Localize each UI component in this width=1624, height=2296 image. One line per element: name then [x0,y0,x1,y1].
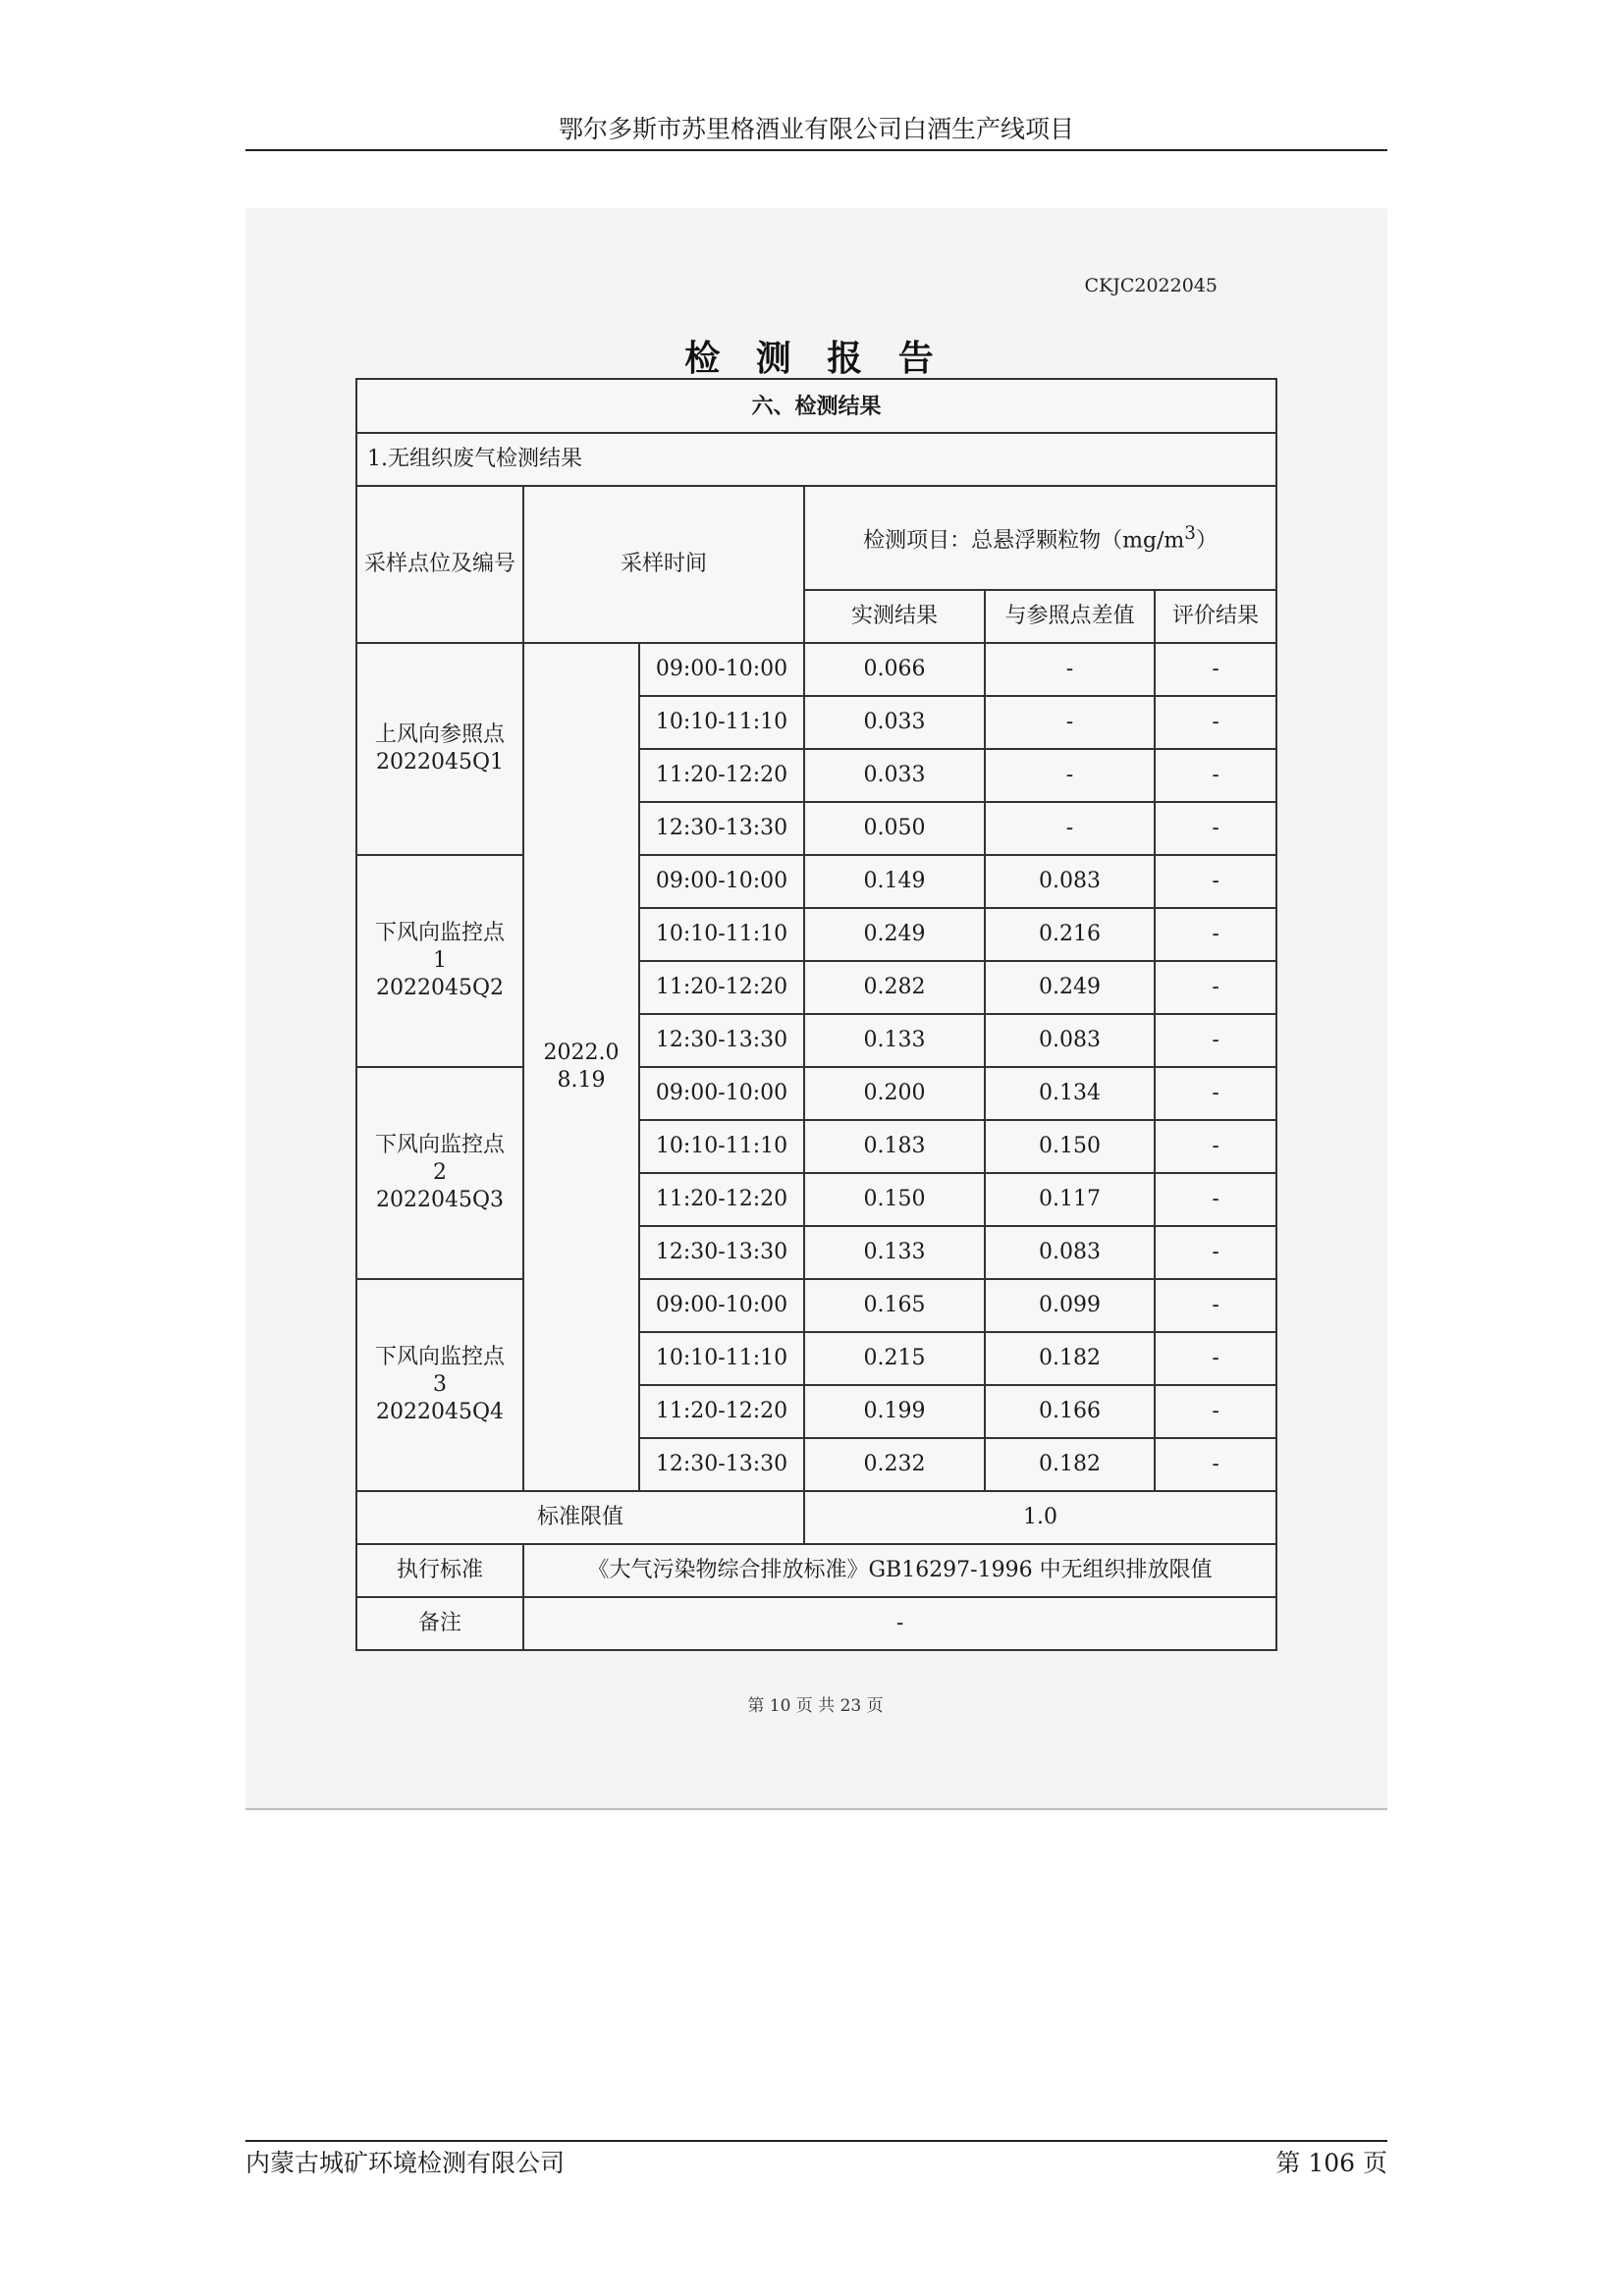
table-row [356,643,1276,696]
sampling-period-cell: 10:10-11:10 [639,696,804,749]
limit-row [356,1491,1276,1544]
measured-value-cell: 0.249 [804,908,985,961]
header-diff: 与参照点差值 [985,590,1155,643]
location-num: 3 [433,1372,447,1397]
diff-value-cell: - [985,749,1155,802]
evaluation-cell: - [1155,1332,1276,1385]
evaluation-cell: - [1155,1173,1276,1226]
diff-value-cell: 0.182 [985,1438,1155,1491]
report-number: CKJC2022045 [1084,275,1218,296]
evaluation-cell: - [1155,1014,1276,1067]
measured-value-cell: 0.232 [804,1438,985,1491]
diff-value-cell: 0.083 [985,855,1155,908]
location-name: 上风向参照点 [374,722,505,747]
location-code: 2022045Q1 [375,750,504,774]
measured-value-cell: 0.215 [804,1332,985,1385]
diff-value-cell: 0.150 [985,1120,1155,1173]
measured-value-cell: 0.149 [804,855,985,908]
measured-value-cell: 0.282 [804,961,985,1014]
diff-value-cell: - [985,802,1155,855]
location-name: 下风向监控点 [374,1133,505,1157]
evaluation-cell: - [1155,961,1276,1014]
sampling-period-cell: 12:30-13:30 [639,1014,804,1067]
sampling-date-cell [523,643,639,1491]
limit-label: 标准限值 [356,1491,804,1544]
evaluation-cell: - [1155,643,1276,696]
sampling-period-cell: 10:10-11:10 [639,1332,804,1385]
measured-value-cell: 0.066 [804,643,985,696]
location-cell [356,643,523,855]
evaluation-cell: - [1155,1385,1276,1438]
results-table [355,378,1277,1651]
header-test-item [804,486,1276,590]
table-row [356,855,1276,908]
measured-value-cell: 0.200 [804,1067,985,1120]
diff-value-cell: 0.134 [985,1067,1155,1120]
location-cell [356,1067,523,1279]
test-item-label: 检测项目：总悬浮颗粒物（mg/m [863,528,1185,554]
remark-label: 备注 [356,1597,523,1650]
sampling-period-cell: 12:30-13:30 [639,802,804,855]
evaluation-cell: - [1155,855,1276,908]
footer-company: 内蒙古城矿环境检测有限公司 [245,2149,566,2177]
measured-value-cell: 0.033 [804,749,985,802]
evaluation-cell: - [1155,696,1276,749]
location-name: 下风向监控点 [374,1345,505,1369]
diff-value-cell: 0.083 [985,1226,1155,1279]
location-code: 2022045Q4 [375,1400,504,1424]
measured-value-cell: 0.150 [804,1173,985,1226]
document-footer [245,2140,1387,2181]
location-name: 下风向监控点 [374,921,505,945]
diff-value-cell: 0.216 [985,908,1155,961]
location-num: 2 [433,1160,447,1185]
measured-value-cell: 0.133 [804,1226,985,1279]
standard-label: 执行标准 [356,1544,523,1597]
sampling-date: 2022.08.19 [543,1041,620,1093]
sampling-period-cell: 11:20-12:20 [639,1173,804,1226]
diff-value-cell: 0.117 [985,1173,1155,1226]
sampling-period-cell: 09:00-10:00 [639,1067,804,1120]
measured-value-cell: 0.199 [804,1385,985,1438]
header-location: 采样点位及编号 [356,486,523,643]
header-measured: 实测结果 [804,590,985,643]
document-header: 鄂尔多斯市苏里格酒业有限公司白酒生产线项目 [245,110,1387,151]
standard-value: 《大气污染物综合排放标准》GB16297-1996 中无组织排放限值 [523,1544,1276,1597]
header-sampling-time: 采样时间 [523,486,804,643]
remark-value: - [523,1597,1276,1650]
sampling-period-cell: 11:20-12:20 [639,961,804,1014]
location-num: 1 [433,948,447,973]
sampling-period-cell: 10:10-11:10 [639,1120,804,1173]
table-row [356,1279,1276,1332]
test-item-unit-exponent: 3 [1184,523,1196,545]
test-item-label-end: ） [1195,528,1218,554]
measured-value-cell: 0.183 [804,1120,985,1173]
diff-value-cell: 0.249 [985,961,1155,1014]
diff-value-cell: 0.099 [985,1279,1155,1332]
sampling-period-cell: 11:20-12:20 [639,1385,804,1438]
section-title: 六、检测结果 [356,379,1276,433]
sampling-period-cell: 11:20-12:20 [639,749,804,802]
evaluation-cell: - [1155,1120,1276,1173]
measured-value-cell: 0.133 [804,1014,985,1067]
report-page-number: 第 10 页 共 23 页 [747,1696,884,1716]
evaluation-cell: - [1155,802,1276,855]
diff-value-cell: - [985,643,1155,696]
evaluation-cell: - [1155,908,1276,961]
location-code: 2022045Q2 [375,976,504,1000]
limit-value: 1.0 [804,1491,1276,1544]
evaluation-cell: - [1155,1279,1276,1332]
sampling-period-cell: 10:10-11:10 [639,908,804,961]
header-eval: 评价结果 [1155,590,1276,643]
diff-value-cell: 0.166 [985,1385,1155,1438]
sampling-period-cell: 09:00-10:00 [639,643,804,696]
subsection-title: 1.无组织废气检测结果 [356,433,1276,486]
measured-value-cell: 0.165 [804,1279,985,1332]
evaluation-cell: - [1155,749,1276,802]
report-title: 检 测 报 告 [684,338,946,379]
location-cell [356,1279,523,1491]
diff-value-cell: 0.083 [985,1014,1155,1067]
sampling-period-cell: 12:30-13:30 [639,1226,804,1279]
diff-value-cell: 0.182 [985,1332,1155,1385]
standard-row [356,1544,1276,1597]
sampling-period-cell: 09:00-10:00 [639,855,804,908]
evaluation-cell: - [1155,1067,1276,1120]
location-cell [356,855,523,1067]
measured-value-cell: 0.033 [804,696,985,749]
location-code: 2022045Q3 [375,1188,504,1212]
remark-row [356,1597,1276,1650]
diff-value-cell: - [985,696,1155,749]
evaluation-cell: - [1155,1438,1276,1491]
evaluation-cell: - [1155,1226,1276,1279]
sampling-period-cell: 12:30-13:30 [639,1438,804,1491]
measured-value-cell: 0.050 [804,802,985,855]
footer-page-number: 第 106 页 [1275,2149,1387,2177]
table-row [356,1067,1276,1120]
sampling-period-cell: 09:00-10:00 [639,1279,804,1332]
